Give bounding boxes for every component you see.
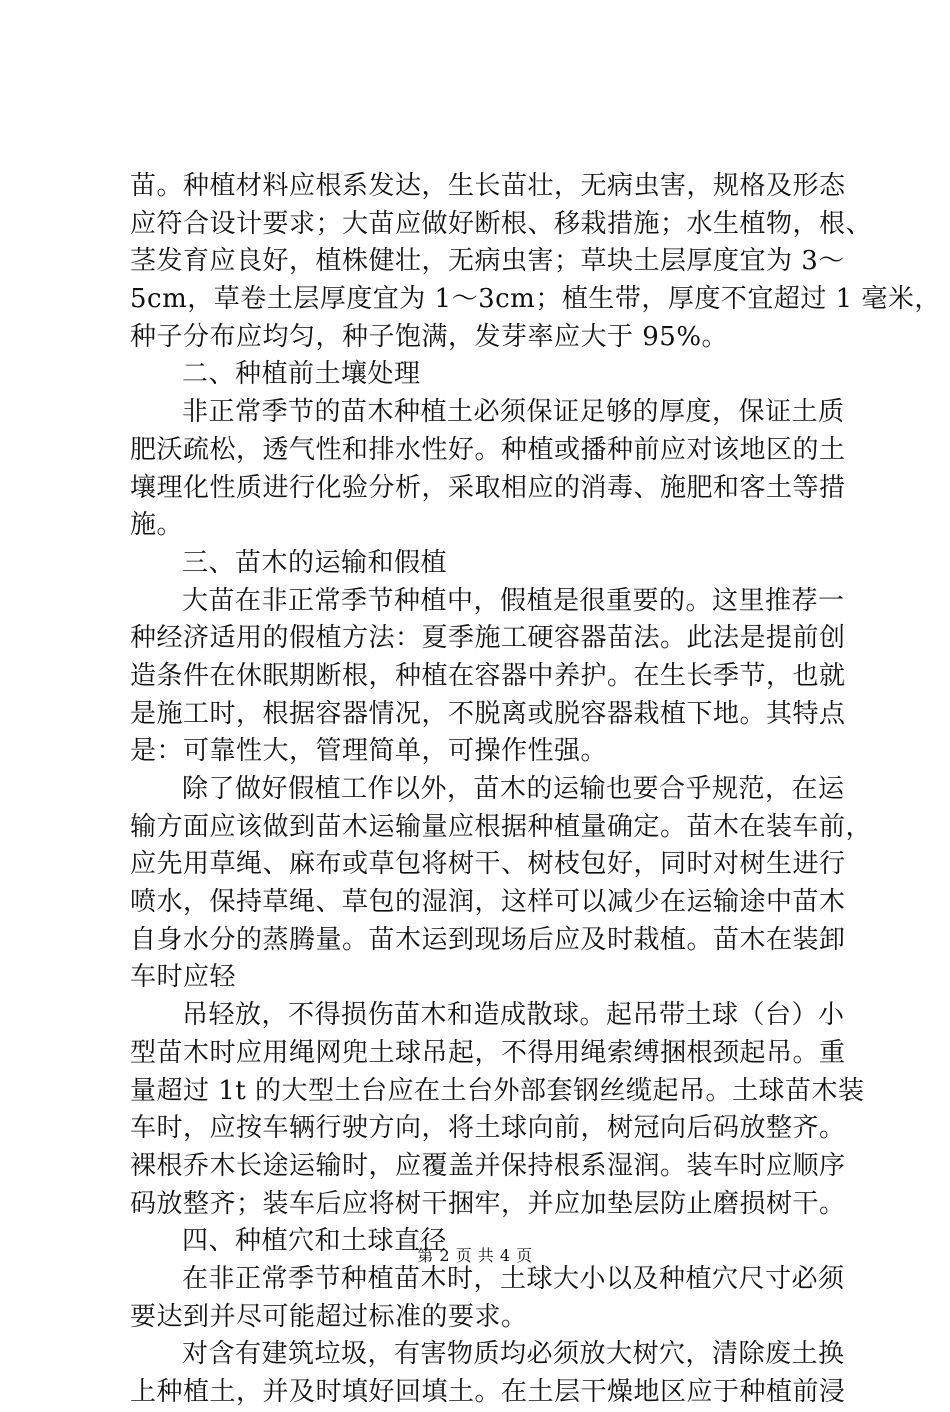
text-line: 码放整齐；装车后应将树干捆牢，并应加垫层防止磨损树干。 (130, 1188, 846, 1219)
text-line: 车时，应按车辆行驶方向，将土球向前，树冠向后码放整齐。 (130, 1113, 846, 1144)
text-line: 是施工时，根据容器情况，不脱离或脱容器栽植下地。其特点 (130, 698, 846, 729)
text-line: 四、种植穴和土球直径 (182, 1226, 448, 1257)
text-line: 裸根乔木长途运输时，应覆盖并保持根系湿润。装车时应顺序 (130, 1150, 846, 1181)
text-line: 5cm，草卷土层厚度宜为 1～3cm；植生带，厚度不宜超过 1 毫米， (130, 284, 941, 315)
text-line: 型苗木时应用绳网兜土球吊起，不得用绳索缚捆根颈起吊。重 (130, 1037, 846, 1068)
text-line: 车时应轻 (130, 962, 237, 993)
text-line: 种子分布应均匀，种子饱满，发芽率应大于 95%。 (130, 321, 729, 352)
text-line: 造条件在休眠期断根，种植在容器中养护。在生长季节，也就 (130, 660, 846, 691)
page-footer: 第 2 页 共 4 页 (417, 1246, 533, 1265)
text-line: 非正常季节的苗木种植土必须保证足够的厚度，保证土质 (182, 397, 845, 428)
text-line: 肥沃疏松，透气性和排水性好。种植或播种前应对该地区的土 (130, 434, 846, 465)
text-line: 三、苗木的运输和假植 (182, 547, 448, 578)
text-line: 上种植土，并及时填好回填土。在土层干燥地区应于种植前浸 (130, 1377, 846, 1407)
text-line: 应符合设计要求；大苗应做好断根、移栽措施；水生植物，根、 (130, 208, 873, 239)
text-line: 壤理化性质进行化验分析，采取相应的消毒、施肥和客土等措 (130, 472, 846, 503)
text-line: 苗。种植材料应根系发达，生长苗壮，无病虫害，规格及形态 (130, 171, 846, 201)
text-line: 对含有建筑垃圾，有害物质均必须放大树穴，清除废土换 (182, 1339, 845, 1370)
text-line: 自身水分的蒸腾量。苗木运到现场后应及时栽植。苗木在装卸 (130, 924, 846, 955)
text-line: 二、种植前土壤处理 (182, 359, 421, 390)
text-line: 除了做好假植工作以外，苗木的运输也要合乎规范，在运 (182, 774, 845, 804)
text-line: 施。 (130, 510, 184, 541)
text-line: 量超过 1t 的大型土台应在土台外部套钢丝缆起吊。土球苗木装 (130, 1075, 865, 1106)
text-line: 是：可靠性大，管理简单，可操作性强。 (130, 736, 608, 767)
text-line: 应先用草绳、麻布或草包将树干、树枝包好，同时对树生进行 (130, 849, 846, 880)
text-line: 在非正常季节种植苗木时，土球大小以及种植穴尺寸必须 (182, 1263, 845, 1294)
text-line: 喷水，保持草绳、草包的湿润，这样可以减少在运输途中苗木 (130, 887, 846, 918)
body-text (130, 168, 941, 1412)
text-line: 输方面应该做到苗木运输量应根据种植量确定。苗木在装车前， (130, 811, 873, 842)
text-line: 大苗在非正常季节种植中，假植是很重要的。这里推荐一 (182, 585, 845, 616)
text-line: 茎发育应良好，植株健壮，无病虫害；草块土层厚度宜为 3～ (130, 246, 845, 277)
text-line: 要达到并尽可能超过标准的要求。 (130, 1301, 528, 1332)
text-line: 吊轻放，不得损伤苗木和造成散球。起吊带土球（台）小 (182, 1000, 845, 1031)
text-line: 种经济适用的假植方法：夏季施工硬容器苗法。此法是提前创 (130, 623, 846, 654)
